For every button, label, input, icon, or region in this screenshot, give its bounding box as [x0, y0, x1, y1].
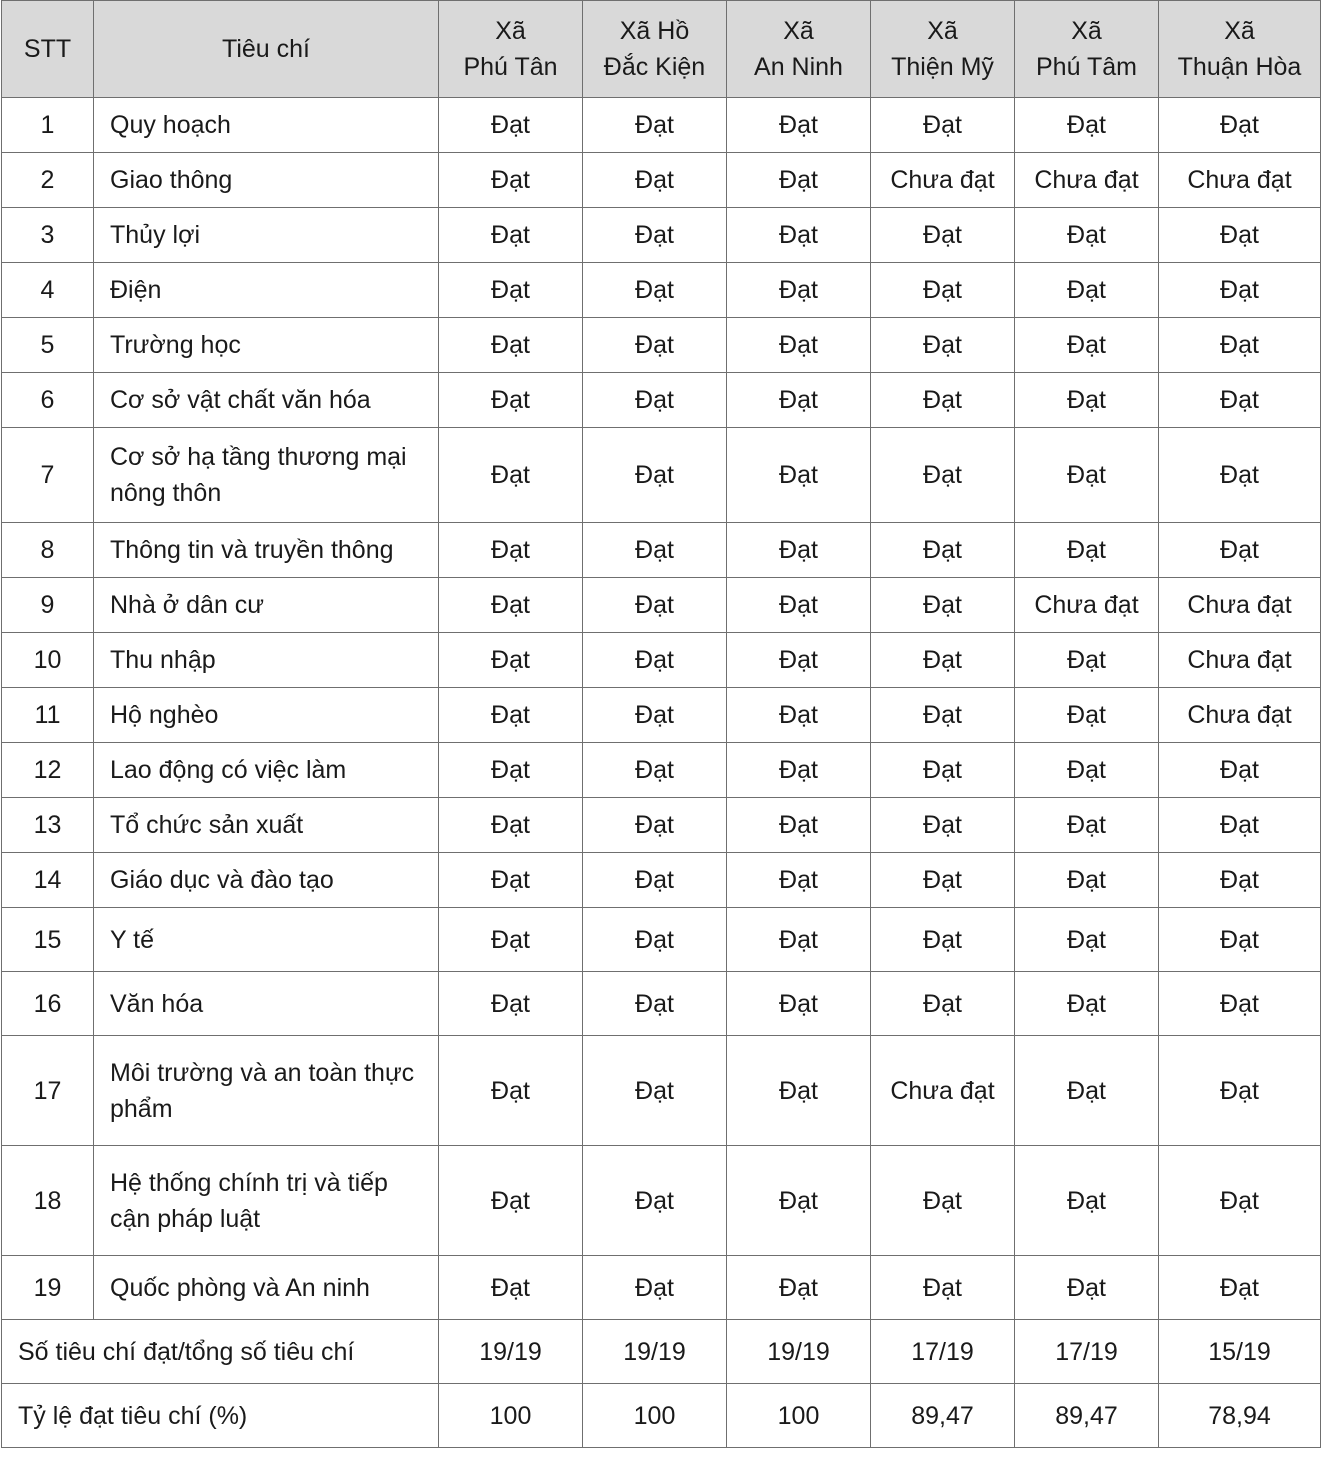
table-row — [2, 428, 1321, 523]
status-cell: Đạt — [1159, 798, 1321, 853]
row-criterion: Điện — [94, 263, 439, 318]
summary-value: 89,47 — [871, 1384, 1015, 1448]
status-cell: Đạt — [1015, 98, 1159, 153]
header-line: An Ninh — [754, 53, 843, 81]
status-cell: Đạt — [1015, 908, 1159, 972]
row-stt: 15 — [2, 908, 94, 972]
table-row — [2, 798, 1321, 853]
status-cell: Đạt — [439, 972, 583, 1036]
row-criterion: Giáo dục và đào tạo — [94, 853, 439, 908]
header-stt: STT — [2, 1, 94, 98]
status-cell: Đạt — [583, 98, 727, 153]
summary-label: Số tiêu chí đạt/tổng số tiêu chí — [2, 1320, 439, 1384]
header-line: Xã — [1224, 17, 1255, 45]
table-row — [2, 208, 1321, 263]
status-cell: Đạt — [871, 743, 1015, 798]
status-cell: Đạt — [439, 688, 583, 743]
table-row — [2, 908, 1321, 972]
header-line: Xã — [1071, 17, 1102, 45]
summary-row — [2, 1384, 1321, 1448]
status-cell: Đạt — [1159, 263, 1321, 318]
status-cell: Đạt — [439, 1036, 583, 1146]
header-line: Thiện Mỹ — [891, 53, 994, 81]
header-line: Xã — [927, 17, 958, 45]
status-cell: Chưa đạt — [871, 1036, 1015, 1146]
status-cell: Chưa đạt — [871, 153, 1015, 208]
status-cell: Đạt — [727, 1036, 871, 1146]
status-cell: Đạt — [583, 263, 727, 318]
status-cell: Đạt — [1015, 523, 1159, 578]
row-stt: 14 — [2, 853, 94, 908]
table-row — [2, 578, 1321, 633]
header-commune-an-ninh — [727, 1, 871, 98]
header-commune-thien-my — [871, 1, 1015, 98]
row-stt: 6 — [2, 373, 94, 428]
row-criterion: Trường học — [94, 318, 439, 373]
status-cell: Đạt — [1159, 1036, 1321, 1146]
status-cell: Đạt — [1159, 523, 1321, 578]
table-row — [2, 153, 1321, 208]
summary-value: 15/19 — [1159, 1320, 1321, 1384]
row-stt: 19 — [2, 1256, 94, 1320]
row-criterion: Giao thông — [94, 153, 439, 208]
status-cell: Đạt — [583, 1256, 727, 1320]
table-row — [2, 743, 1321, 798]
status-cell: Đạt — [727, 98, 871, 153]
header-criterion: Tiêu chí — [94, 1, 439, 98]
row-criterion: Y tế — [94, 908, 439, 972]
status-cell: Đạt — [1159, 98, 1321, 153]
status-cell: Đạt — [727, 798, 871, 853]
status-cell: Đạt — [439, 1146, 583, 1256]
header-line: Xã — [783, 17, 814, 45]
status-cell: Đạt — [439, 798, 583, 853]
table-row — [2, 318, 1321, 373]
summary-value: 19/19 — [583, 1320, 727, 1384]
summary-value: 19/19 — [727, 1320, 871, 1384]
criteria-table — [1, 0, 1321, 1448]
summary-value: 100 — [583, 1384, 727, 1448]
status-cell: Đạt — [583, 798, 727, 853]
status-cell: Đạt — [439, 153, 583, 208]
row-stt: 9 — [2, 578, 94, 633]
status-cell: Đạt — [583, 688, 727, 743]
status-cell: Đạt — [727, 853, 871, 908]
status-cell: Đạt — [871, 633, 1015, 688]
status-cell: Đạt — [1015, 208, 1159, 263]
status-cell: Đạt — [1015, 428, 1159, 523]
status-cell: Đạt — [583, 853, 727, 908]
status-cell: Đạt — [727, 688, 871, 743]
status-cell: Đạt — [1159, 318, 1321, 373]
status-cell: Đạt — [1015, 1256, 1159, 1320]
status-cell: Đạt — [727, 743, 871, 798]
status-cell: Đạt — [871, 578, 1015, 633]
status-cell: Đạt — [1159, 972, 1321, 1036]
status-cell: Đạt — [727, 523, 871, 578]
table-row — [2, 98, 1321, 153]
table-row — [2, 373, 1321, 428]
status-cell: Đạt — [1015, 318, 1159, 373]
summary-value: 100 — [439, 1384, 583, 1448]
status-cell: Đạt — [583, 1036, 727, 1146]
row-criterion: Quốc phòng và An ninh — [94, 1256, 439, 1320]
row-criterion: Quy hoạch — [94, 98, 439, 153]
status-cell: Đạt — [727, 153, 871, 208]
status-cell: Đạt — [1159, 1256, 1321, 1320]
status-cell: Đạt — [439, 523, 583, 578]
summary-value: 19/19 — [439, 1320, 583, 1384]
summary-value: 100 — [727, 1384, 871, 1448]
status-cell: Đạt — [1015, 743, 1159, 798]
status-cell: Chưa đạt — [1015, 578, 1159, 633]
status-cell: Chưa đạt — [1159, 153, 1321, 208]
row-stt: 13 — [2, 798, 94, 853]
status-cell: Đạt — [583, 373, 727, 428]
status-cell: Đạt — [583, 633, 727, 688]
status-cell: Đạt — [727, 263, 871, 318]
summary-value: 17/19 — [871, 1320, 1015, 1384]
status-cell: Đạt — [871, 523, 1015, 578]
status-cell: Đạt — [727, 908, 871, 972]
status-cell: Đạt — [1015, 633, 1159, 688]
status-cell: Chưa đạt — [1015, 153, 1159, 208]
status-cell: Đạt — [1159, 208, 1321, 263]
status-cell: Đạt — [439, 318, 583, 373]
status-cell: Đạt — [871, 1146, 1015, 1256]
status-cell: Đạt — [727, 1256, 871, 1320]
header-commune-phu-tam — [1015, 1, 1159, 98]
row-stt: 17 — [2, 1036, 94, 1146]
table-header — [2, 1, 1321, 98]
status-cell: Đạt — [583, 743, 727, 798]
header-line: Xã Hồ — [619, 17, 690, 45]
status-cell: Đạt — [1159, 853, 1321, 908]
status-cell: Đạt — [439, 373, 583, 428]
status-cell: Chưa đạt — [1159, 633, 1321, 688]
row-criterion: Thủy lợi — [94, 208, 439, 263]
row-stt: 12 — [2, 743, 94, 798]
status-cell: Đạt — [583, 318, 727, 373]
row-stt: 16 — [2, 972, 94, 1036]
status-cell: Đạt — [439, 578, 583, 633]
status-cell: Đạt — [871, 972, 1015, 1036]
status-cell: Đạt — [871, 688, 1015, 743]
summary-row — [2, 1320, 1321, 1384]
status-cell: Đạt — [871, 208, 1015, 263]
row-criterion: Nhà ở dân cư — [94, 578, 439, 633]
row-criterion: Cơ sở vật chất văn hóa — [94, 373, 439, 428]
summary-value: 89,47 — [1015, 1384, 1159, 1448]
status-cell: Chưa đạt — [1159, 688, 1321, 743]
status-cell: Đạt — [439, 98, 583, 153]
status-cell: Đạt — [1015, 1146, 1159, 1256]
row-criterion: Văn hóa — [94, 972, 439, 1036]
status-cell: Đạt — [1015, 853, 1159, 908]
status-cell: Đạt — [727, 373, 871, 428]
row-criterion: Hộ nghèo — [94, 688, 439, 743]
status-cell: Đạt — [871, 318, 1015, 373]
header-commune-phu-tan — [439, 1, 583, 98]
status-cell: Đạt — [1015, 688, 1159, 743]
status-cell: Đạt — [871, 98, 1015, 153]
header-line: Thuận Hòa — [1177, 53, 1302, 81]
header-line: Phú Tâm — [1036, 53, 1137, 81]
status-cell: Đạt — [583, 153, 727, 208]
table-row — [2, 1036, 1321, 1146]
row-stt: 10 — [2, 633, 94, 688]
status-cell: Đạt — [871, 908, 1015, 972]
row-stt: 3 — [2, 208, 94, 263]
status-cell: Đạt — [871, 853, 1015, 908]
status-cell: Đạt — [871, 263, 1015, 318]
status-cell: Đạt — [871, 798, 1015, 853]
table-row — [2, 1146, 1321, 1256]
table-row — [2, 523, 1321, 578]
status-cell: Đạt — [439, 208, 583, 263]
status-cell: Đạt — [1015, 798, 1159, 853]
status-cell: Đạt — [583, 908, 727, 972]
status-cell: Đạt — [727, 578, 871, 633]
status-cell: Chưa đạt — [1159, 578, 1321, 633]
status-cell: Đạt — [1015, 1036, 1159, 1146]
table-row — [2, 972, 1321, 1036]
status-cell: Đạt — [1159, 373, 1321, 428]
status-cell: Đạt — [727, 1146, 871, 1256]
row-stt: 8 — [2, 523, 94, 578]
status-cell: Đạt — [727, 318, 871, 373]
header-line: Phú Tân — [463, 53, 558, 81]
status-cell: Đạt — [583, 523, 727, 578]
status-cell: Đạt — [1159, 743, 1321, 798]
table-row — [2, 1256, 1321, 1320]
summary-value: 78,94 — [1159, 1384, 1321, 1448]
status-cell: Đạt — [1159, 1146, 1321, 1256]
status-cell: Đạt — [583, 578, 727, 633]
status-cell: Đạt — [439, 743, 583, 798]
row-criterion: Cơ sở hạ tầng thương mại nông thôn — [94, 428, 439, 523]
row-criterion: Thu nhập — [94, 633, 439, 688]
status-cell: Đạt — [583, 208, 727, 263]
table-row — [2, 633, 1321, 688]
table-row — [2, 688, 1321, 743]
summary-label: Tỷ lệ đạt tiêu chí (%) — [2, 1384, 439, 1448]
status-cell: Đạt — [439, 263, 583, 318]
row-criterion: Lao động có việc làm — [94, 743, 439, 798]
status-cell: Đạt — [1015, 972, 1159, 1036]
header-row — [2, 1, 1321, 98]
row-stt: 5 — [2, 318, 94, 373]
status-cell: Đạt — [439, 428, 583, 523]
status-cell: Đạt — [583, 428, 727, 523]
status-cell: Đạt — [1159, 428, 1321, 523]
status-cell: Đạt — [439, 1256, 583, 1320]
header-line: Xã — [495, 17, 526, 45]
summary-value: 17/19 — [1015, 1320, 1159, 1384]
status-cell: Đạt — [871, 373, 1015, 428]
header-commune-ho-dac-kien — [583, 1, 727, 98]
status-cell: Đạt — [583, 1146, 727, 1256]
status-cell: Đạt — [439, 908, 583, 972]
row-stt: 11 — [2, 688, 94, 743]
status-cell: Đạt — [727, 633, 871, 688]
status-cell: Đạt — [871, 1256, 1015, 1320]
table-row — [2, 263, 1321, 318]
status-cell: Đạt — [439, 633, 583, 688]
row-criterion: Tổ chức sản xuất — [94, 798, 439, 853]
header-line: Đắc Kiện — [603, 53, 706, 81]
status-cell: Đạt — [583, 972, 727, 1036]
status-cell: Đạt — [727, 208, 871, 263]
row-stt: 7 — [2, 428, 94, 523]
status-cell: Đạt — [1015, 263, 1159, 318]
row-stt: 4 — [2, 263, 94, 318]
row-criterion: Môi trường và an toàn thực phẩm — [94, 1036, 439, 1146]
table-body — [2, 98, 1321, 1448]
status-cell: Đạt — [1159, 908, 1321, 972]
status-cell: Đạt — [727, 972, 871, 1036]
row-criterion: Thông tin và truyền thông — [94, 523, 439, 578]
row-criterion: Hệ thống chính trị và tiếp cận pháp luật — [94, 1146, 439, 1256]
row-stt: 18 — [2, 1146, 94, 1256]
status-cell: Đạt — [1015, 373, 1159, 428]
table-row — [2, 853, 1321, 908]
status-cell: Đạt — [439, 853, 583, 908]
status-cell: Đạt — [727, 428, 871, 523]
row-stt: 2 — [2, 153, 94, 208]
status-cell: Đạt — [871, 428, 1015, 523]
row-stt: 1 — [2, 98, 94, 153]
header-commune-thuan-hoa — [1159, 1, 1321, 98]
